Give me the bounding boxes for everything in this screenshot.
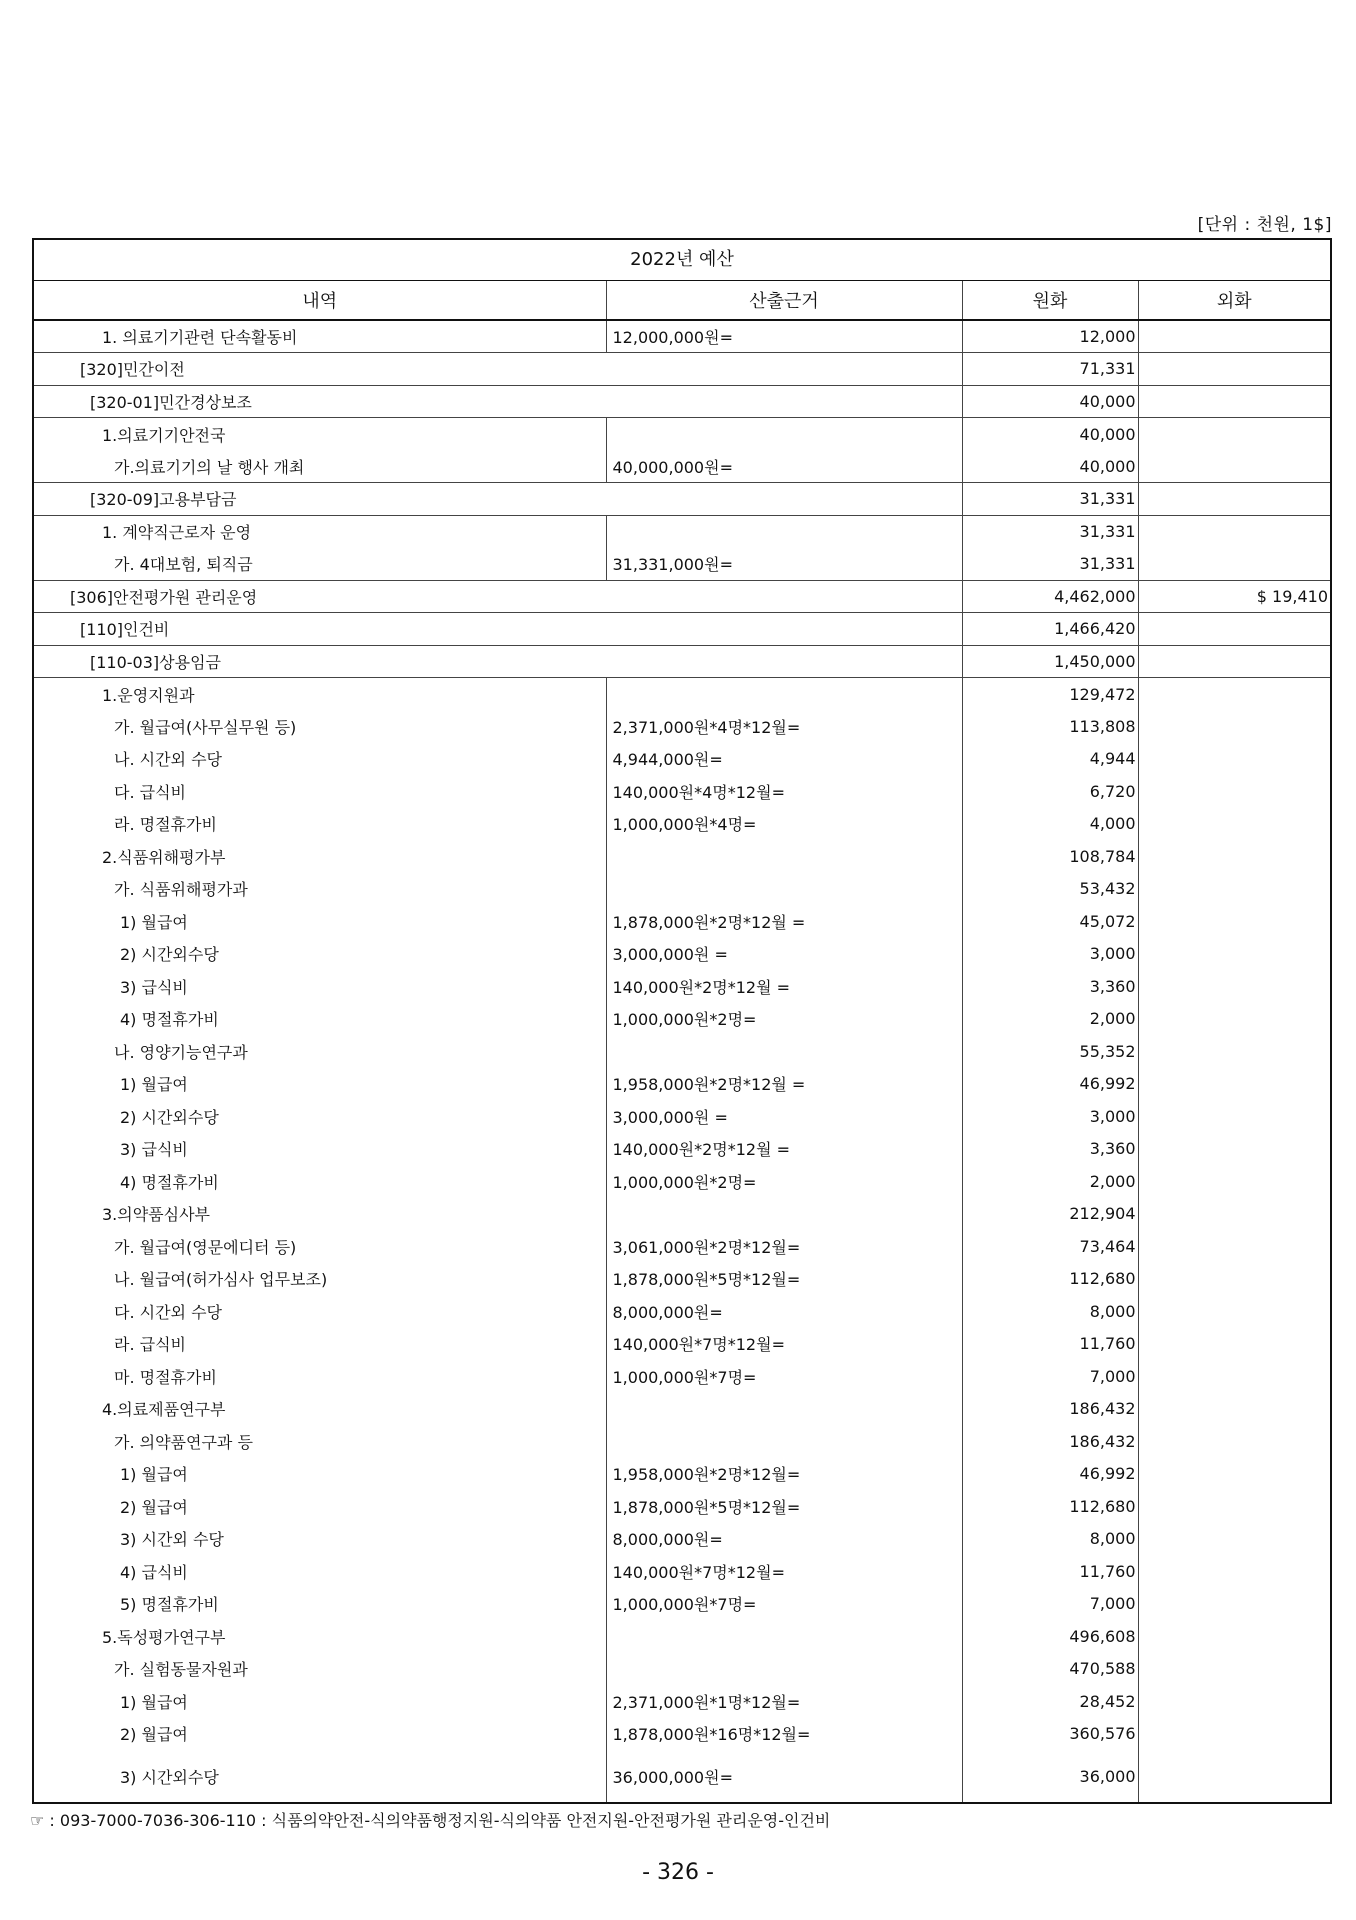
table-row: [34, 1685, 1330, 1718]
fx-cell: [1138, 320, 1330, 353]
basis-cell: 3,061,000원*2명*12월=: [606, 1230, 962, 1263]
table-row: [34, 808, 1330, 841]
fx-cell: [1138, 1393, 1330, 1426]
item-cell: 가. 월급여(사무실무원 등): [114, 717, 297, 737]
basis-cell: 140,000원*7명*12월=: [606, 1328, 962, 1361]
footnote: ☞ : 093-7000-7036-306-110 : 식품의약안전-식의약품행정지원-식의약품 안전지원-안전평가원 관리운영-인건비: [30, 1811, 831, 1830]
table-row: [34, 645, 1330, 678]
fx-cell: [1138, 1295, 1330, 1328]
budget-table-frame: [32, 238, 1332, 1804]
fx-cell: [1138, 1490, 1330, 1523]
krw-cell: 3,360: [962, 970, 1138, 1003]
basis-cell: [606, 1393, 962, 1426]
table-row: [34, 1360, 1330, 1393]
krw-cell: 108,784: [962, 840, 1138, 873]
fx-cell: [1138, 1523, 1330, 1556]
table-row: [34, 1100, 1330, 1133]
fx-cell: [1138, 418, 1330, 451]
item-cell: 1.의료기기안전국: [34, 418, 606, 451]
item-cell: 나. 영양기능연구과: [114, 1042, 248, 1062]
basis-cell: [606, 515, 962, 548]
basis-cell: 140,000원*2명*12월 =: [606, 1133, 962, 1166]
krw-cell: 113,808: [962, 710, 1138, 743]
krw-cell: 40,000: [962, 450, 1138, 483]
item-cell: 라. 급식비: [114, 1335, 186, 1355]
krw-cell: 129,472: [962, 678, 1138, 711]
krw-cell: 496,608: [962, 1620, 1138, 1653]
krw-cell: 8,000: [962, 1295, 1138, 1328]
table-row: [34, 1295, 1330, 1328]
basis-cell: 140,000원*7명*12월=: [606, 1555, 962, 1588]
item-cell: [110-03]상용임금: [34, 645, 962, 678]
item-cell: [110]인건비: [34, 613, 962, 646]
table-row: [34, 353, 1330, 386]
item-cell: 가. 실험동물자원과: [114, 1660, 248, 1680]
table-row: [34, 970, 1330, 1003]
krw-cell: 8,000: [962, 1523, 1138, 1556]
item-cell: 2) 월급여: [120, 1725, 188, 1745]
item-cell: 3) 급식비: [120, 977, 188, 997]
item-cell: 가. 4대보험, 퇴직금: [114, 555, 253, 574]
fx-cell: [1138, 1555, 1330, 1588]
column-header-row: [34, 281, 1330, 320]
item-cell: 나. 시간외 수당: [114, 750, 222, 770]
table-row: [34, 1328, 1330, 1361]
item-cell: 4.의료제품연구부: [102, 1400, 226, 1420]
table-row: [34, 1425, 1330, 1458]
krw-cell: 3,360: [962, 1133, 1138, 1166]
fx-cell: [1138, 1458, 1330, 1491]
fx-cell: [1138, 840, 1330, 873]
item-cell: 가. 월급여(영문에디터 등): [114, 1237, 297, 1257]
fx-cell: [1138, 548, 1330, 581]
basis-cell: 2,371,000원*1명*12월=: [606, 1685, 962, 1718]
krw-cell: 186,432: [962, 1425, 1138, 1458]
table-row: [34, 1068, 1330, 1101]
krw-cell: 186,432: [962, 1393, 1138, 1426]
item-cell: 3) 시간외 수당: [120, 1530, 224, 1550]
basis-cell: 12,000,000원=: [606, 320, 962, 353]
fx-cell: [1138, 1328, 1330, 1361]
table-row: [34, 840, 1330, 873]
fx-cell: [1138, 1230, 1330, 1263]
table-row: [34, 320, 1330, 353]
krw-cell: 6,720: [962, 775, 1138, 808]
basis-cell: [606, 418, 962, 451]
item-cell: 5) 명절휴가비: [120, 1595, 219, 1615]
basis-cell: [606, 1620, 962, 1653]
krw-cell: 31,331: [962, 515, 1138, 548]
fx-cell: [1138, 743, 1330, 776]
table-row: [34, 450, 1330, 483]
table-row: [34, 1588, 1330, 1621]
page-number: - 326 -: [642, 1860, 714, 1885]
krw-cell: 46,992: [962, 1068, 1138, 1101]
fx-cell: [1138, 353, 1330, 386]
item-cell: 마. 명절휴가비: [114, 1367, 217, 1387]
fx-cell: [1138, 645, 1330, 678]
table-row: [34, 1263, 1330, 1296]
fx-cell: [1138, 970, 1330, 1003]
fx-cell: [1138, 1588, 1330, 1621]
basis-cell: 1,878,000원*5명*12월=: [606, 1490, 962, 1523]
krw-cell: 360,576: [962, 1718, 1138, 1751]
table-row: [34, 775, 1330, 808]
fx-cell: [1138, 1100, 1330, 1133]
table-row: [34, 548, 1330, 581]
krw-cell: 470,588: [962, 1653, 1138, 1686]
krw-cell: 1,466,420: [962, 613, 1138, 646]
basis-cell: 1,000,000원*7명=: [606, 1360, 962, 1393]
table-row: [34, 1003, 1330, 1036]
krw-cell: 1,450,000: [962, 645, 1138, 678]
table-row: [34, 1555, 1330, 1588]
fx-cell: [1138, 1003, 1330, 1036]
fx-cell: [1138, 808, 1330, 841]
item-cell: 라. 명절휴가비: [114, 815, 217, 835]
krw-cell: 40,000: [962, 385, 1138, 418]
table-row: [34, 515, 1330, 548]
item-cell: 가. 식품위해평가과: [114, 880, 248, 900]
krw-cell: 7,000: [962, 1588, 1138, 1621]
fx-cell: [1138, 1035, 1330, 1068]
krw-cell: 73,464: [962, 1230, 1138, 1263]
item-cell: 1. 의료기기관련 단속활동비: [102, 328, 298, 347]
krw-cell: 31,331: [962, 548, 1138, 581]
table-row: [34, 1458, 1330, 1491]
krw-cell: 36,000: [962, 1750, 1138, 1802]
fx-cell: [1138, 775, 1330, 808]
fx-cell: [1138, 1360, 1330, 1393]
basis-cell: 1,000,000원*2명=: [606, 1165, 962, 1198]
table-row: [34, 1653, 1330, 1686]
basis-cell: 8,000,000원=: [606, 1523, 962, 1556]
table-row: [34, 743, 1330, 776]
item-cell: 1) 월급여: [120, 1075, 188, 1095]
table-row: [34, 1620, 1330, 1653]
basis-cell: 40,000,000원=: [606, 450, 962, 483]
fx-cell: [1138, 1653, 1330, 1686]
krw-cell: 112,680: [962, 1490, 1138, 1523]
krw-cell: 40,000: [962, 418, 1138, 451]
basis-cell: [606, 1425, 962, 1458]
fx-cell: [1138, 385, 1330, 418]
krw-cell: 3,000: [962, 938, 1138, 971]
fx-cell: $ 19,410: [1138, 580, 1330, 613]
krw-cell: 55,352: [962, 1035, 1138, 1068]
fx-cell: [1138, 613, 1330, 646]
basis-cell: 1,878,000원*2명*12월 =: [606, 905, 962, 938]
column-header-fx: 외화: [1138, 281, 1330, 320]
krw-cell: 31,331: [962, 483, 1138, 516]
krw-cell: 11,760: [962, 1555, 1138, 1588]
table-row: [34, 1165, 1330, 1198]
fx-cell: [1138, 1750, 1330, 1802]
krw-cell: 4,944: [962, 743, 1138, 776]
budget-rows: [34, 320, 1330, 1802]
basis-cell: 2,371,000원*4명*12월=: [606, 710, 962, 743]
item-cell: 1. 계약직근로자 운영: [34, 515, 606, 548]
krw-cell: 3,000: [962, 1100, 1138, 1133]
item-cell: 나. 월급여(허가심사 업무보조): [114, 1270, 328, 1290]
basis-cell: [606, 873, 962, 906]
fx-cell: [1138, 678, 1330, 711]
table-row: [34, 678, 1330, 711]
table-row: [34, 905, 1330, 938]
item-cell: 2) 시간외수당: [120, 945, 219, 965]
basis-cell: 36,000,000원=: [606, 1750, 962, 1802]
column-header-item: 내역: [34, 281, 606, 320]
fx-cell: [1138, 1263, 1330, 1296]
basis-cell: 1,000,000원*7명=: [606, 1588, 962, 1621]
basis-cell: 3,000,000원 =: [606, 1100, 962, 1133]
table-row: [34, 1523, 1330, 1556]
item-cell: 1) 월급여: [120, 912, 188, 932]
item-cell: 다. 급식비: [114, 782, 186, 802]
basis-cell: 140,000원*2명*12월 =: [606, 970, 962, 1003]
krw-cell: 45,072: [962, 905, 1138, 938]
table-row: [34, 1230, 1330, 1263]
krw-cell: 53,432: [962, 873, 1138, 906]
fx-cell: [1138, 1198, 1330, 1231]
table-row: [34, 938, 1330, 971]
fx-cell: [1138, 1718, 1330, 1751]
column-header-basis: 산출근거: [606, 281, 962, 320]
fx-cell: [1138, 710, 1330, 743]
item-cell: 가.의료기기의 날 행사 개최: [114, 457, 305, 477]
item-cell: 1) 월급여: [120, 1465, 188, 1485]
basis-cell: 4,944,000원=: [606, 743, 962, 776]
table-row: [34, 873, 1330, 906]
item-cell: 4) 명절휴가비: [120, 1172, 219, 1192]
table-row: [34, 1035, 1330, 1068]
basis-cell: 8,000,000원=: [606, 1295, 962, 1328]
table-row: [34, 418, 1330, 451]
table-row: [34, 1198, 1330, 1231]
fx-cell: [1138, 1068, 1330, 1101]
budget-table: [34, 281, 1330, 1802]
item-cell: 3.의약품심사부: [102, 1205, 211, 1225]
item-cell: 3) 급식비: [120, 1140, 188, 1160]
table-row: [34, 483, 1330, 516]
fx-cell: [1138, 938, 1330, 971]
item-cell: 1.운영지원과: [34, 678, 606, 711]
item-cell: 2.식품위해평가부: [102, 847, 226, 867]
column-header-krw: 원화: [962, 281, 1138, 320]
krw-cell: 212,904: [962, 1198, 1138, 1231]
table-row: [34, 385, 1330, 418]
fx-cell: [1138, 450, 1330, 483]
basis-cell: [606, 1653, 962, 1686]
fx-cell: [1138, 1425, 1330, 1458]
item-cell: [320]민간이전: [34, 353, 962, 386]
krw-cell: 2,000: [962, 1003, 1138, 1036]
item-cell: [320-01]민간경상보조: [34, 385, 962, 418]
fx-cell: [1138, 905, 1330, 938]
basis-cell: [606, 1035, 962, 1068]
krw-cell: 2,000: [962, 1165, 1138, 1198]
year-header: 2022년 예산: [34, 240, 1330, 281]
basis-cell: [606, 678, 962, 711]
table-row: [34, 613, 1330, 646]
basis-cell: 1,958,000원*2명*12월 =: [606, 1068, 962, 1101]
krw-cell: 12,000: [962, 320, 1138, 353]
basis-cell: [606, 1198, 962, 1231]
krw-cell: 112,680: [962, 1263, 1138, 1296]
basis-cell: [606, 840, 962, 873]
krw-cell: 28,452: [962, 1685, 1138, 1718]
item-cell: 3) 시간외수당: [120, 1767, 219, 1787]
fx-cell: [1138, 1165, 1330, 1198]
table-row: [34, 580, 1330, 613]
basis-cell: 1,958,000원*2명*12월=: [606, 1458, 962, 1491]
item-cell: 1) 월급여: [120, 1692, 188, 1712]
fx-cell: [1138, 1685, 1330, 1718]
item-cell: [320-09]고용부담금: [34, 483, 962, 516]
basis-cell: 1,000,000원*2명=: [606, 1003, 962, 1036]
item-cell: 5.독성평가연구부: [102, 1627, 226, 1647]
krw-cell: 4,462,000: [962, 580, 1138, 613]
item-cell: 4) 급식비: [120, 1562, 188, 1582]
krw-cell: 11,760: [962, 1328, 1138, 1361]
item-cell: 4) 명절휴가비: [120, 1010, 219, 1030]
basis-cell: 140,000원*4명*12월=: [606, 775, 962, 808]
krw-cell: 46,992: [962, 1458, 1138, 1491]
fx-cell: [1138, 1133, 1330, 1166]
table-row: [34, 1490, 1330, 1523]
fx-cell: [1138, 873, 1330, 906]
fx-cell: [1138, 515, 1330, 548]
item-cell: 가. 의약품연구과 등: [114, 1432, 253, 1452]
basis-cell: 1,878,000원*5명*12월=: [606, 1263, 962, 1296]
item-cell: [306]안전평가원 관리운영: [34, 580, 962, 613]
table-row: [34, 1133, 1330, 1166]
krw-cell: 71,331: [962, 353, 1138, 386]
basis-cell: 1,000,000원*4명=: [606, 808, 962, 841]
item-cell: 다. 시간외 수당: [114, 1302, 222, 1322]
unit-note: [단위 : 천원, 1$]: [1197, 215, 1332, 235]
basis-cell: 31,331,000원=: [606, 548, 962, 581]
basis-cell: 1,878,000원*16명*12월=: [606, 1718, 962, 1751]
item-cell: 2) 시간외수당: [120, 1107, 219, 1127]
fx-cell: [1138, 483, 1330, 516]
basis-cell: 3,000,000원 =: [606, 938, 962, 971]
krw-cell: 4,000: [962, 808, 1138, 841]
table-row: [34, 1393, 1330, 1426]
fx-cell: [1138, 1620, 1330, 1653]
table-row: [34, 1718, 1330, 1751]
item-cell: 2) 월급여: [120, 1497, 188, 1517]
table-row: [34, 1750, 1330, 1802]
krw-cell: 7,000: [962, 1360, 1138, 1393]
table-row: [34, 710, 1330, 743]
